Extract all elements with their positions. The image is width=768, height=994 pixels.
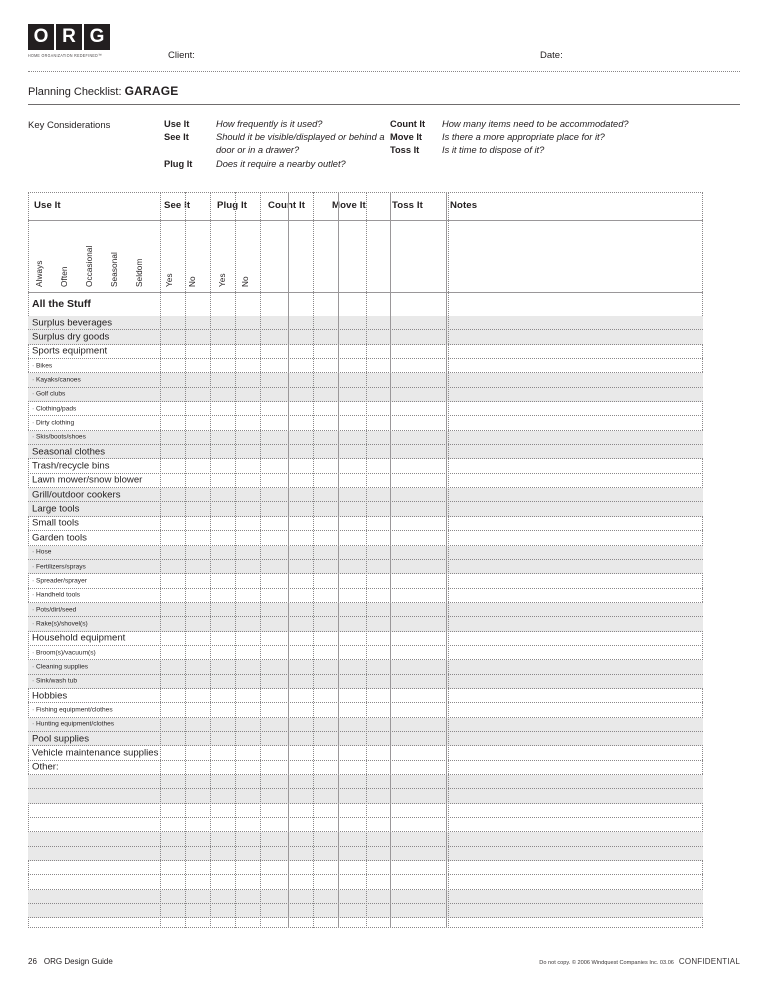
table-row-label: Seasonal clothes bbox=[32, 446, 106, 458]
table-row-label: · Hose bbox=[32, 548, 52, 556]
table-row[interactable] bbox=[28, 818, 703, 832]
key-consideration-item bbox=[164, 158, 404, 171]
title-divider bbox=[28, 104, 740, 105]
table-row[interactable] bbox=[28, 359, 703, 373]
table-row[interactable] bbox=[28, 847, 703, 861]
table-row-label: · Golf clubs bbox=[32, 390, 66, 398]
table-row-label: Sports equipment bbox=[32, 345, 108, 357]
table-sub-header: Occasional bbox=[85, 245, 94, 287]
table-row[interactable] bbox=[28, 617, 703, 631]
table-row[interactable] bbox=[28, 560, 703, 574]
key-consideration-term: See It bbox=[164, 132, 189, 143]
table-row[interactable] bbox=[28, 574, 703, 588]
table-row-label: · Broom(s)/vacuum(s) bbox=[32, 648, 96, 656]
date-field-label: Date: bbox=[540, 50, 563, 61]
table-row[interactable] bbox=[28, 732, 703, 746]
key-consideration-term: Move It bbox=[390, 132, 423, 143]
table-group-header: Move It bbox=[332, 200, 366, 211]
table-group-header: Count It bbox=[268, 200, 306, 211]
table-row-label: · Rake(s)/shovel(s) bbox=[32, 620, 88, 628]
table-row-label: · Fertilizers/sprays bbox=[32, 562, 86, 570]
table-sub-header: Yes bbox=[218, 273, 227, 287]
key-consideration-item bbox=[390, 144, 740, 157]
table-row-label: · Hunting equipment/clothes bbox=[32, 720, 115, 728]
table-group-header: Plug It bbox=[217, 200, 248, 211]
table-row[interactable] bbox=[28, 789, 703, 803]
page-header bbox=[28, 24, 740, 76]
table-row[interactable] bbox=[28, 474, 703, 488]
key-considerations-right-column bbox=[390, 118, 740, 158]
table-row[interactable] bbox=[28, 689, 703, 703]
table-row-label: · Spreader/sprayer bbox=[32, 577, 87, 585]
table-row-label: Garden tools bbox=[32, 532, 87, 544]
table-row[interactable] bbox=[28, 402, 703, 416]
table-row-label: Trash/recycle bins bbox=[32, 460, 110, 472]
table-sub-header: Yes bbox=[165, 273, 174, 287]
logo-letter-r: R bbox=[56, 24, 82, 50]
table-row[interactable] bbox=[28, 445, 703, 459]
table-row[interactable] bbox=[28, 431, 703, 445]
table-group-header: Notes bbox=[450, 200, 478, 211]
table-row-label: · Pots/dirt/seed bbox=[32, 605, 77, 613]
key-consideration-desc: Is it time to dispose of it? bbox=[442, 145, 545, 156]
table-row-label: · Fishing equipment/clothes bbox=[32, 706, 113, 714]
table-row[interactable] bbox=[28, 531, 703, 545]
table-row[interactable] bbox=[28, 646, 703, 660]
table-row-label: Grill/outdoor cookers bbox=[32, 489, 121, 501]
page-title-prefix: Planning Checklist: bbox=[28, 86, 125, 98]
footer-confidential: CONFIDENTIAL bbox=[678, 957, 740, 966]
table-row[interactable] bbox=[28, 904, 703, 918]
table-row[interactable] bbox=[28, 459, 703, 473]
table-row[interactable] bbox=[28, 875, 703, 889]
table-row[interactable] bbox=[28, 330, 703, 344]
table-sub-header-row bbox=[28, 220, 703, 292]
table-row[interactable] bbox=[28, 675, 703, 689]
table-row[interactable] bbox=[28, 546, 703, 560]
table-group-header: Use It bbox=[34, 200, 61, 211]
page-number: 26 bbox=[28, 957, 37, 966]
table-row[interactable] bbox=[28, 746, 703, 760]
header-divider bbox=[28, 71, 740, 72]
table-row[interactable] bbox=[28, 832, 703, 846]
logo-letter-o: O bbox=[28, 24, 54, 50]
table-group-header-row bbox=[28, 192, 703, 220]
table-row[interactable] bbox=[28, 316, 703, 330]
table-row[interactable] bbox=[28, 861, 703, 875]
table-row-label: · Skis/boots/shoes bbox=[32, 433, 86, 441]
key-consideration-desc: Should it be visible/displayed or behind a door or in a drawer? bbox=[216, 132, 385, 156]
table-row[interactable] bbox=[28, 660, 703, 674]
key-consideration-term: Toss It bbox=[390, 145, 420, 156]
key-consideration-term: Count It bbox=[390, 119, 426, 129]
footer-copyright: Do not copy. © 2006 Windquest Companies Inc. 03.06 bbox=[539, 960, 674, 966]
table-group-header: Toss It bbox=[392, 200, 423, 211]
table-row[interactable] bbox=[28, 718, 703, 732]
footer-guide-name: ORG Design Guide bbox=[43, 957, 113, 966]
table-row[interactable] bbox=[28, 416, 703, 430]
table-row[interactable] bbox=[28, 890, 703, 904]
page-title-room: GARAGE bbox=[124, 84, 179, 98]
page-title bbox=[28, 84, 178, 98]
table-row-label: · Bikes bbox=[32, 362, 53, 370]
key-consideration-desc: Does it require a nearby outlet? bbox=[216, 158, 346, 169]
table-row[interactable] bbox=[28, 632, 703, 646]
table-row[interactable] bbox=[28, 775, 703, 789]
table-row-label: · Clothing/pads bbox=[32, 405, 77, 413]
key-consideration-desc: How many items need to be accommodated? bbox=[442, 119, 629, 129]
logo-letter-marks bbox=[28, 24, 110, 50]
table-row-label: Surplus dry goods bbox=[32, 331, 110, 343]
client-field-label: Client: bbox=[168, 50, 195, 61]
checklist-table bbox=[28, 192, 703, 928]
key-consideration-desc: Is there a more appropriate place for it? bbox=[442, 132, 605, 143]
table-row-label: Pool supplies bbox=[32, 732, 90, 744]
table-row-label: Small tools bbox=[32, 517, 79, 529]
key-consideration-term: Plug It bbox=[164, 158, 193, 169]
key-consideration-term: Use It bbox=[164, 119, 190, 129]
table-row[interactable] bbox=[28, 388, 703, 402]
table-row-label: · Sink/wash tub bbox=[32, 677, 78, 685]
table-row-label: Household equipment bbox=[32, 632, 126, 644]
table-sub-header: No bbox=[241, 276, 250, 287]
table-row[interactable] bbox=[28, 804, 703, 818]
table-sub-header: Seldom bbox=[135, 258, 144, 287]
table-sub-header: No bbox=[188, 276, 197, 287]
table-row[interactable] bbox=[28, 488, 703, 502]
table-sub-header: Seasonal bbox=[110, 252, 119, 287]
key-consideration-desc: How frequently is it used? bbox=[216, 119, 323, 129]
key-consideration-item bbox=[390, 118, 740, 131]
table-section-heading-row bbox=[28, 292, 703, 316]
table-row-label: Large tools bbox=[32, 503, 80, 515]
table-row-label: Other: bbox=[32, 761, 59, 773]
table-row-label: · Cleaning supplies bbox=[32, 663, 89, 671]
table-row-label: Hobbies bbox=[32, 689, 68, 701]
footer-left bbox=[28, 957, 113, 966]
table-sub-header: Always bbox=[35, 260, 44, 287]
logo-tagline: HOME ORGANIZATION REDEFINED™ bbox=[28, 53, 103, 58]
table-body bbox=[28, 316, 703, 928]
key-considerations-heading: Key Considerations bbox=[28, 120, 111, 131]
table-row[interactable] bbox=[28, 517, 703, 531]
table-group-header: See It bbox=[164, 200, 191, 211]
table-row-label: Surplus beverages bbox=[32, 316, 112, 328]
key-consideration-item bbox=[390, 131, 740, 144]
logo-letter-g: G bbox=[84, 24, 110, 50]
table-row-label: · Dirty clothing bbox=[32, 419, 75, 427]
table-row[interactable] bbox=[28, 603, 703, 617]
table-row-label: · Handheld tools bbox=[32, 591, 81, 599]
table-row-label: Vehicle maintenance supplies bbox=[32, 747, 159, 759]
table-row[interactable] bbox=[28, 589, 703, 603]
key-consideration-item bbox=[164, 131, 404, 157]
org-logo bbox=[28, 24, 110, 57]
table-row-label: Lawn mower/snow blower bbox=[32, 474, 143, 486]
table-row[interactable] bbox=[28, 345, 703, 359]
table-sub-header: Often bbox=[60, 266, 69, 287]
key-consideration-item bbox=[164, 118, 404, 131]
table-row[interactable] bbox=[28, 373, 703, 387]
key-considerations-left-column bbox=[164, 118, 404, 171]
table-row[interactable] bbox=[28, 703, 703, 717]
table-section-heading: All the Stuff bbox=[32, 298, 91, 310]
table-row[interactable] bbox=[28, 761, 703, 775]
footer-right bbox=[539, 957, 740, 966]
table-row[interactable] bbox=[28, 502, 703, 516]
table-row-label: · Kayaks/canoes bbox=[32, 376, 81, 384]
